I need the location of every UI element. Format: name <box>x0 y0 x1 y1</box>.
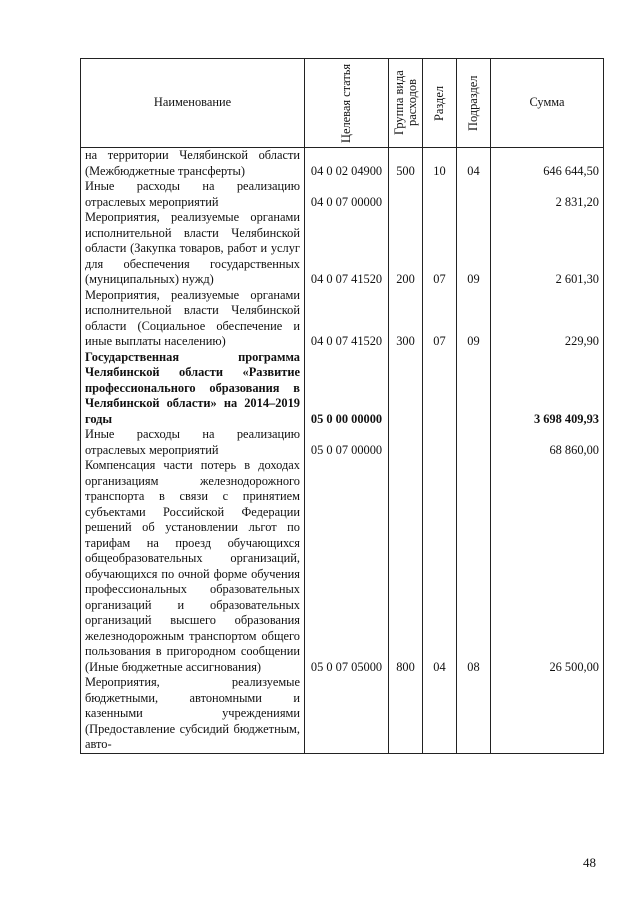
row-group <box>389 350 423 428</box>
table-row <box>81 148 604 180</box>
row-section <box>423 179 457 210</box>
row-target: 04 0 07 41520 <box>305 210 389 288</box>
row-name: Иные расходы на реализацию отраслевых мероприятий <box>81 179 305 210</box>
table-row <box>81 427 604 458</box>
row-subsection <box>457 427 491 458</box>
table-row <box>81 458 604 675</box>
row-target: 04 0 07 00000 <box>305 179 389 210</box>
row-name: Мероприятия, реализуемые органами исполнительной власти Челябинской области (Социальное обеспечение и иные выплаты населению) <box>81 288 305 350</box>
row-section: 07 <box>423 288 457 350</box>
row-group: 200 <box>389 210 423 288</box>
table-row <box>81 210 604 288</box>
row-subsection <box>457 675 491 753</box>
row-target: 05 0 07 00000 <box>305 427 389 458</box>
page-number: 48 <box>583 855 596 870</box>
row-sum: 26 500,00 <box>491 458 604 675</box>
header-name: Наименование <box>81 59 305 148</box>
header-section: Раздел <box>423 59 457 148</box>
row-target <box>305 675 389 753</box>
table-row-program <box>81 350 604 428</box>
row-sum: 2 831,20 <box>491 179 604 210</box>
row-target: 04 0 07 41520 <box>305 288 389 350</box>
table-row <box>81 179 604 210</box>
row-section: 07 <box>423 210 457 288</box>
row-subsection: 08 <box>457 458 491 675</box>
row-sum: 3 698 409,93 <box>491 350 604 428</box>
row-name: Государственная программа Челябинской области «Развитие профессионального образования в Челябинской области» на 2014–2019 годы <box>81 350 305 428</box>
row-group: 500 <box>389 148 423 180</box>
row-subsection: 09 <box>457 210 491 288</box>
row-section: 04 <box>423 458 457 675</box>
header-subsection: Подраздел <box>457 59 491 148</box>
row-sum: 2 601,30 <box>491 210 604 288</box>
row-subsection: 04 <box>457 148 491 180</box>
row-section <box>423 675 457 753</box>
row-name: Мероприятия, реализуемые бюджетными, автономными и казенными учреждениями (Предоставление субсидий бюджетным, авто- <box>81 675 305 753</box>
row-name: Мероприятия, реализуемые органами исполнительной власти Челябинской области (Закупка товаров, работ и услуг для обеспечения государственных (муниципальных) нужд) <box>81 210 305 288</box>
row-group <box>389 179 423 210</box>
table-row <box>81 675 604 753</box>
row-subsection: 09 <box>457 288 491 350</box>
table-header-row <box>81 59 604 148</box>
row-section <box>423 350 457 428</box>
row-subsection <box>457 350 491 428</box>
header-group: Группа вида расходов <box>389 59 423 148</box>
header-target: Целевая статья <box>305 59 389 148</box>
table-row <box>81 288 604 350</box>
row-target: 05 0 07 05000 <box>305 458 389 675</box>
row-target: 04 0 02 04900 <box>305 148 389 180</box>
row-sum: 229,90 <box>491 288 604 350</box>
row-name: Иные расходы на реализацию отраслевых мероприятий <box>81 427 305 458</box>
budget-table <box>80 58 604 754</box>
row-sum: 646 644,50 <box>491 148 604 180</box>
row-name: Компенсация части потерь в доходах организациям железнодорожного транспорта в связи с принятием субъектами Российской Федерации решений об установлении льгот по тарифам на проезд обучающихся общеобразовательных организаций, обучающихся по очной форме обучения профессиональных образовательных организаций и образовательных организаций высшего образования железнодорожным транспортом общего пользования в пригородном сообщении (Иные бюджетные ассигнования) <box>81 458 305 675</box>
row-group: 300 <box>389 288 423 350</box>
header-sum: Сумма <box>491 59 604 148</box>
row-section <box>423 427 457 458</box>
row-subsection <box>457 179 491 210</box>
row-name: на территории Челябинской области (Межбюджетные трансферты) <box>81 148 305 180</box>
row-sum: 68 860,00 <box>491 427 604 458</box>
row-group <box>389 675 423 753</box>
row-target: 05 0 00 00000 <box>305 350 389 428</box>
row-section: 10 <box>423 148 457 180</box>
row-sum <box>491 675 604 753</box>
row-group <box>389 427 423 458</box>
row-group: 800 <box>389 458 423 675</box>
